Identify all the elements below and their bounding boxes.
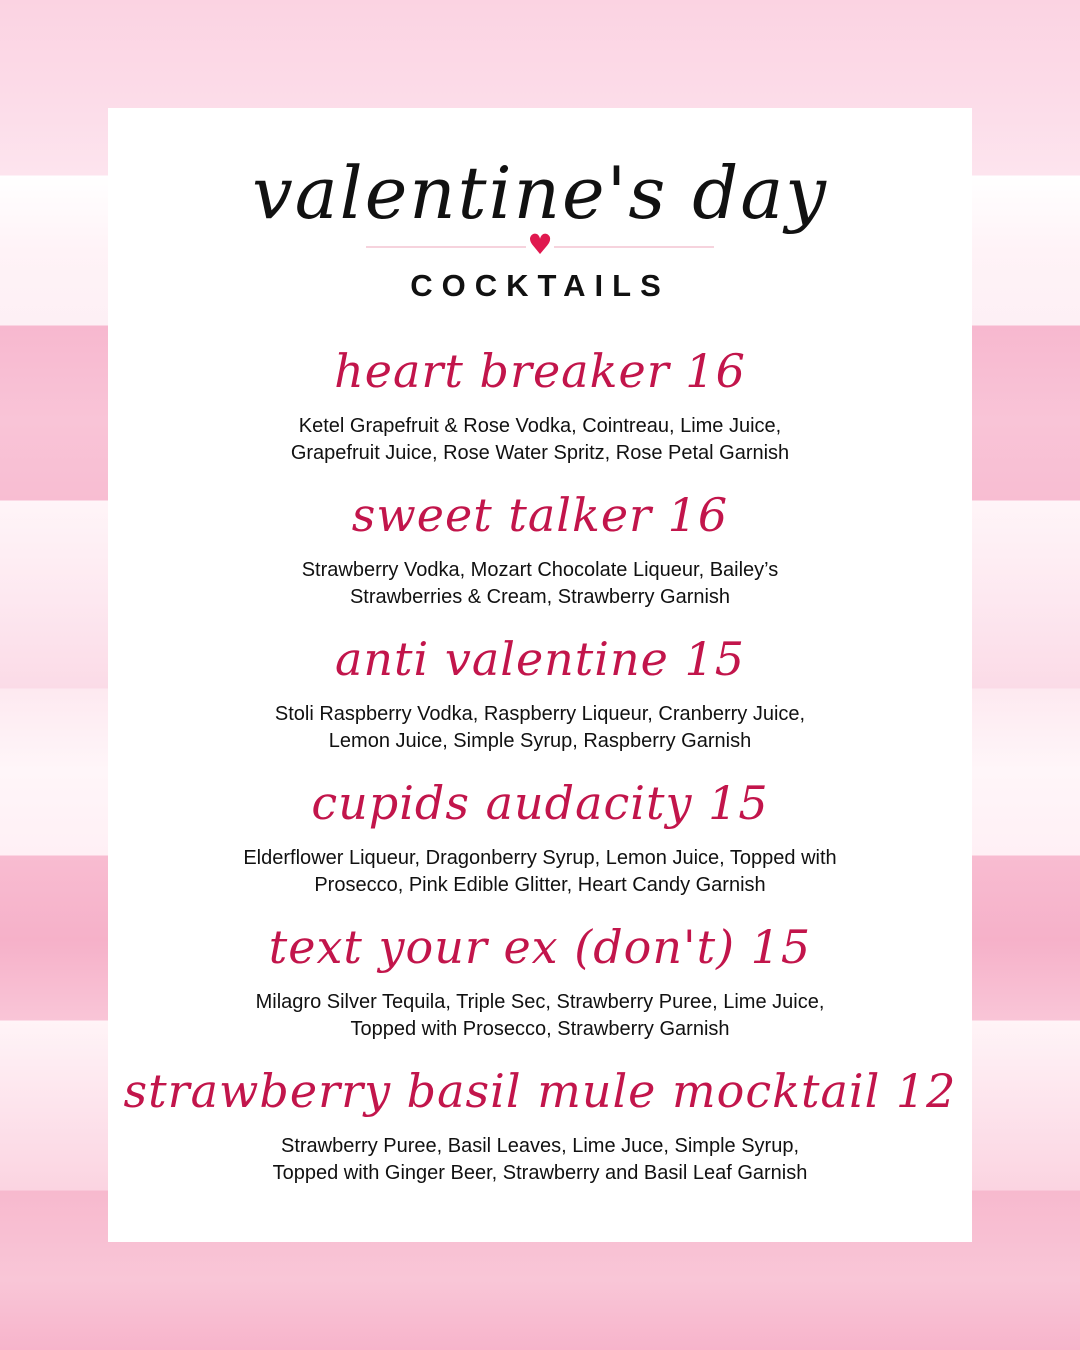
menu-item bbox=[108, 483, 972, 627]
item-desc-line: Strawberry Puree, Basil Leaves, Lime Juce, Simple Syrup, bbox=[281, 1135, 799, 1157]
item-desc-line: Lemon Juice, Simple Syrup, Raspberry Garnish bbox=[328, 730, 752, 752]
item-description bbox=[108, 989, 972, 1043]
menu-item bbox=[108, 1059, 972, 1203]
item-desc-line: Topped with Ginger Beer, Strawberry and Basil Leaf Garnish bbox=[272, 1162, 808, 1184]
item-name: anti valentine 15 bbox=[334, 632, 746, 686]
heart-icon: ♥ bbox=[527, 228, 553, 261]
item-desc-line: Strawberry Vodka, Mozart Chocolate Liqueur, Bailey’s bbox=[301, 559, 779, 581]
menu-subtitle: COCKTAILS bbox=[410, 268, 670, 303]
cocktail-list bbox=[108, 339, 972, 1203]
item-desc-line: Prosecco, Pink Edible Glitter, Heart Candy Garnish bbox=[314, 874, 766, 896]
item-description bbox=[108, 701, 972, 755]
item-desc-line: Ketel Grapefruit & Rose Vodka, Cointreau, Lime Juice, bbox=[298, 415, 782, 437]
item-description bbox=[108, 557, 972, 611]
item-desc-line: Strawberries & Cream, Strawberry Garnish bbox=[349, 586, 731, 608]
item-description bbox=[108, 1133, 972, 1187]
item-description bbox=[108, 413, 972, 467]
item-desc-line: Milagro Silver Tequila, Triple Sec, Strawberry Puree, Lime Juice, bbox=[255, 991, 825, 1013]
item-desc-line: Stoli Raspberry Vodka, Raspberry Liqueur, Cranberry Juice, bbox=[274, 703, 806, 725]
item-name: strawberry basil mule mocktail 12 bbox=[123, 1064, 957, 1118]
menu-item bbox=[108, 627, 972, 771]
item-description bbox=[108, 845, 972, 899]
menu-title: valentine's day bbox=[252, 151, 828, 235]
divider-left bbox=[366, 246, 526, 248]
menu-item bbox=[108, 915, 972, 1059]
item-name: heart breaker 16 bbox=[334, 344, 746, 398]
item-desc-line: Elderflower Liqueur, Dragonberry Syrup, Lemon Juice, Topped with bbox=[243, 847, 837, 869]
item-name: text your ex (don't) 15 bbox=[268, 920, 812, 974]
item-desc-line: Topped with Prosecco, Strawberry Garnish bbox=[350, 1018, 730, 1040]
item-name: sweet talker 16 bbox=[351, 488, 729, 542]
menu-card bbox=[108, 108, 972, 1242]
divider-right bbox=[554, 246, 714, 248]
item-desc-line: Grapefruit Juice, Rose Water Spritz, Rose Petal Garnish bbox=[290, 442, 790, 464]
menu-item bbox=[108, 771, 972, 915]
menu-item bbox=[108, 339, 972, 483]
item-name: cupids audacity 15 bbox=[311, 776, 769, 830]
